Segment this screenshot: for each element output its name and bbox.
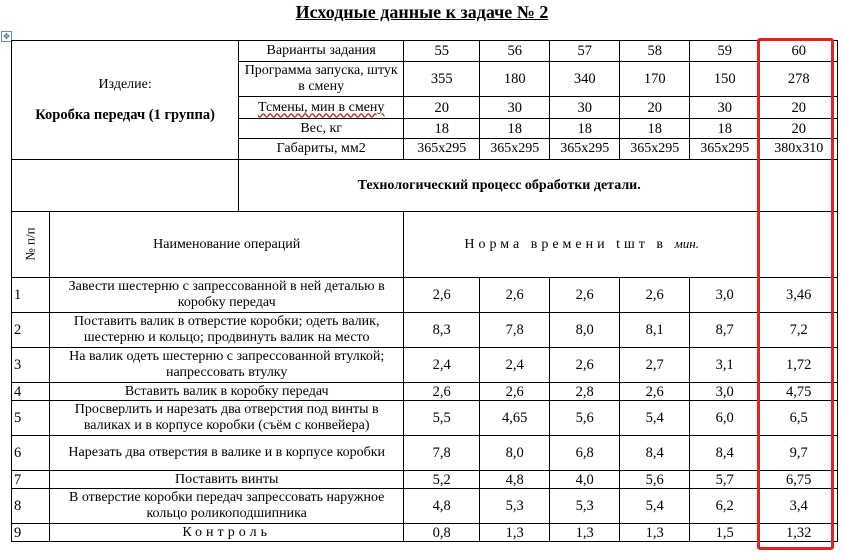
table-row xyxy=(12,383,838,401)
product-label: Изделие: xyxy=(98,76,152,92)
op-time: 1,3 xyxy=(480,524,550,542)
dims-cell: 365x295 xyxy=(480,139,550,160)
weight-cell: 18 xyxy=(480,119,550,139)
op-time: 1,32 xyxy=(760,524,838,542)
op-number: 2 xyxy=(12,313,50,348)
op-time: 2,6 xyxy=(620,383,690,401)
op-time: 2,6 xyxy=(550,348,620,383)
op-number: 7 xyxy=(12,471,50,489)
program-label: Программа запуска, штук в смену xyxy=(239,62,404,97)
op-time: 7,8 xyxy=(404,436,480,471)
num-header-cell xyxy=(12,212,50,278)
op-time: 1,3 xyxy=(620,524,690,542)
table-row xyxy=(12,524,838,542)
op-time: 8,0 xyxy=(480,436,550,471)
op-name: Поставить винты xyxy=(50,471,404,489)
op-time: 2,6 xyxy=(480,383,550,401)
table-row xyxy=(12,348,838,383)
weight-cell: 18 xyxy=(404,119,480,139)
op-number: 3 xyxy=(12,348,50,383)
weight-label: Вес, кг xyxy=(239,119,404,139)
variant-cell: 59 xyxy=(690,41,760,62)
weight-cell: 18 xyxy=(690,119,760,139)
op-time: 4,8 xyxy=(480,471,550,489)
table-row xyxy=(12,471,838,489)
num-header: № п/п xyxy=(22,227,38,261)
op-time: 3,46 xyxy=(760,278,838,313)
blank-cell xyxy=(12,160,239,212)
program-cell: 180 xyxy=(480,62,550,97)
op-time: 8,7 xyxy=(690,313,760,348)
norm-header-text: Норма времени tшт в xyxy=(464,237,668,252)
op-name: На валик одеть шестерню с запрессованной втулкой; напрессовать втулку xyxy=(50,348,404,383)
tsmena-cell: 20 xyxy=(760,97,838,119)
op-time: 6,8 xyxy=(550,436,620,471)
op-name: Контроль xyxy=(50,524,404,542)
table-row xyxy=(12,436,838,471)
op-time: 2,8 xyxy=(550,383,620,401)
weight-cell: 20 xyxy=(760,119,838,139)
program-cell: 340 xyxy=(550,62,620,97)
op-time: 2,7 xyxy=(620,348,690,383)
variant-cell: 55 xyxy=(404,41,480,62)
tsmena-cell: 30 xyxy=(550,97,620,119)
dims-cell: 365x295 xyxy=(690,139,760,160)
op-time: 2,6 xyxy=(404,383,480,401)
op-time: 0,8 xyxy=(404,524,480,542)
op-time: 2,4 xyxy=(480,348,550,383)
op-number: 5 xyxy=(12,401,50,436)
op-time: 3,4 xyxy=(760,489,838,524)
op-time: 2,6 xyxy=(550,278,620,313)
op-time: 8,4 xyxy=(690,436,760,471)
dims-label: Габариты, мм2 xyxy=(239,139,404,160)
op-time: 5,3 xyxy=(550,489,620,524)
op-time: 3,1 xyxy=(690,348,760,383)
op-time: 5,4 xyxy=(620,401,690,436)
weight-cell: 18 xyxy=(550,119,620,139)
op-time: 6,5 xyxy=(760,401,838,436)
tsmena-cell: 30 xyxy=(690,97,760,119)
op-time: 5,6 xyxy=(550,401,620,436)
op-time: 4,0 xyxy=(550,471,620,489)
op-time: 8,1 xyxy=(620,313,690,348)
op-number: 4 xyxy=(12,383,50,401)
op-time: 5,7 xyxy=(690,471,760,489)
op-name: Нарезать два отверстия в валике и в корпусе коробки xyxy=(50,436,404,471)
op-time: 3,0 xyxy=(690,383,760,401)
variant-highlight-frame xyxy=(757,38,834,550)
program-cell: 150 xyxy=(690,62,760,97)
norm-unit: мин. xyxy=(674,236,700,251)
tsmena-label-text: Тсмены, мин в смену xyxy=(257,99,385,115)
variant-cell: 60 xyxy=(760,41,838,62)
table-row xyxy=(12,489,838,524)
op-number: 6 xyxy=(12,436,50,471)
op-time: 1,72 xyxy=(760,348,838,383)
op-number: 8 xyxy=(12,489,50,524)
variant-cell: 57 xyxy=(550,41,620,62)
op-time: 8,4 xyxy=(620,436,690,471)
op-time: 7,2 xyxy=(760,313,838,348)
op-time: 4,75 xyxy=(760,383,838,401)
process-title: Технологический процесс обработки детали. xyxy=(239,160,760,212)
op-time: 5,4 xyxy=(620,489,690,524)
weight-cell: 18 xyxy=(620,119,690,139)
op-time: 4,8 xyxy=(404,489,480,524)
variant-cell: 56 xyxy=(480,41,550,62)
tsmena-label xyxy=(239,97,404,119)
op-name: Завести шестерню с запрессованной в ней деталью в коробку передач xyxy=(50,278,404,313)
op-time: 8,3 xyxy=(404,313,480,348)
table-row xyxy=(12,401,838,436)
op-time: 8,0 xyxy=(550,313,620,348)
op-name: Просверлить и нарезать два отверстия под винты в валиках и в корпусе коробки (съём с конвейера) xyxy=(50,401,404,436)
op-number: 1 xyxy=(12,278,50,313)
dims-cell: 365x295 xyxy=(550,139,620,160)
op-number: 9 xyxy=(12,524,50,542)
variants-label: Варианты задания xyxy=(239,41,404,62)
name-header: Наименование операций xyxy=(50,212,404,278)
product-cell xyxy=(12,41,239,160)
op-name: Вставить валик в коробку передач xyxy=(50,383,404,401)
program-cell: 355 xyxy=(404,62,480,97)
op-time: 2,6 xyxy=(404,278,480,313)
op-time: 3,0 xyxy=(690,278,760,313)
data-table xyxy=(11,40,838,542)
op-time: 2,4 xyxy=(404,348,480,383)
op-time: 6,2 xyxy=(690,489,760,524)
op-time: 1,5 xyxy=(690,524,760,542)
op-time: 2,6 xyxy=(480,278,550,313)
tsmena-cell: 20 xyxy=(404,97,480,119)
op-time: 6,0 xyxy=(690,401,760,436)
op-time: 1,3 xyxy=(550,524,620,542)
tsmena-cell: 20 xyxy=(620,97,690,119)
op-time: 5,3 xyxy=(480,489,550,524)
tsmena-cell: 30 xyxy=(480,97,550,119)
table-move-handle-icon[interactable]: ✥ xyxy=(1,31,12,42)
table-row xyxy=(12,278,838,313)
op-time: 9,7 xyxy=(760,436,838,471)
op-name: Поставить валик в отверстие коробки; одеть валик, шестерню и кольцо; продвинуть валик на место xyxy=(50,313,404,348)
op-time: 5,5 xyxy=(404,401,480,436)
product-name: Коробка передач (1 группа) xyxy=(35,106,215,123)
dims-cell: 365x295 xyxy=(620,139,690,160)
norm-header xyxy=(404,212,760,278)
op-time: 6,75 xyxy=(760,471,838,489)
dims-cell: 380x310 xyxy=(760,139,838,160)
op-time: 7,8 xyxy=(480,313,550,348)
program-cell: 278 xyxy=(760,62,838,97)
op-time: 5,2 xyxy=(404,471,480,489)
program-cell: 170 xyxy=(620,62,690,97)
dims-cell: 365x295 xyxy=(404,139,480,160)
page-title: Исходные данные к задаче № 2 xyxy=(295,2,549,22)
op-time: 4,65 xyxy=(480,401,550,436)
op-time: 2,6 xyxy=(620,278,690,313)
op-time: 5,6 xyxy=(620,471,690,489)
table-row xyxy=(12,313,838,348)
variant-cell: 58 xyxy=(620,41,690,62)
op-name: В отверстие коробки передач запрессовать наружное кольцо роликоподшипника xyxy=(50,489,404,524)
